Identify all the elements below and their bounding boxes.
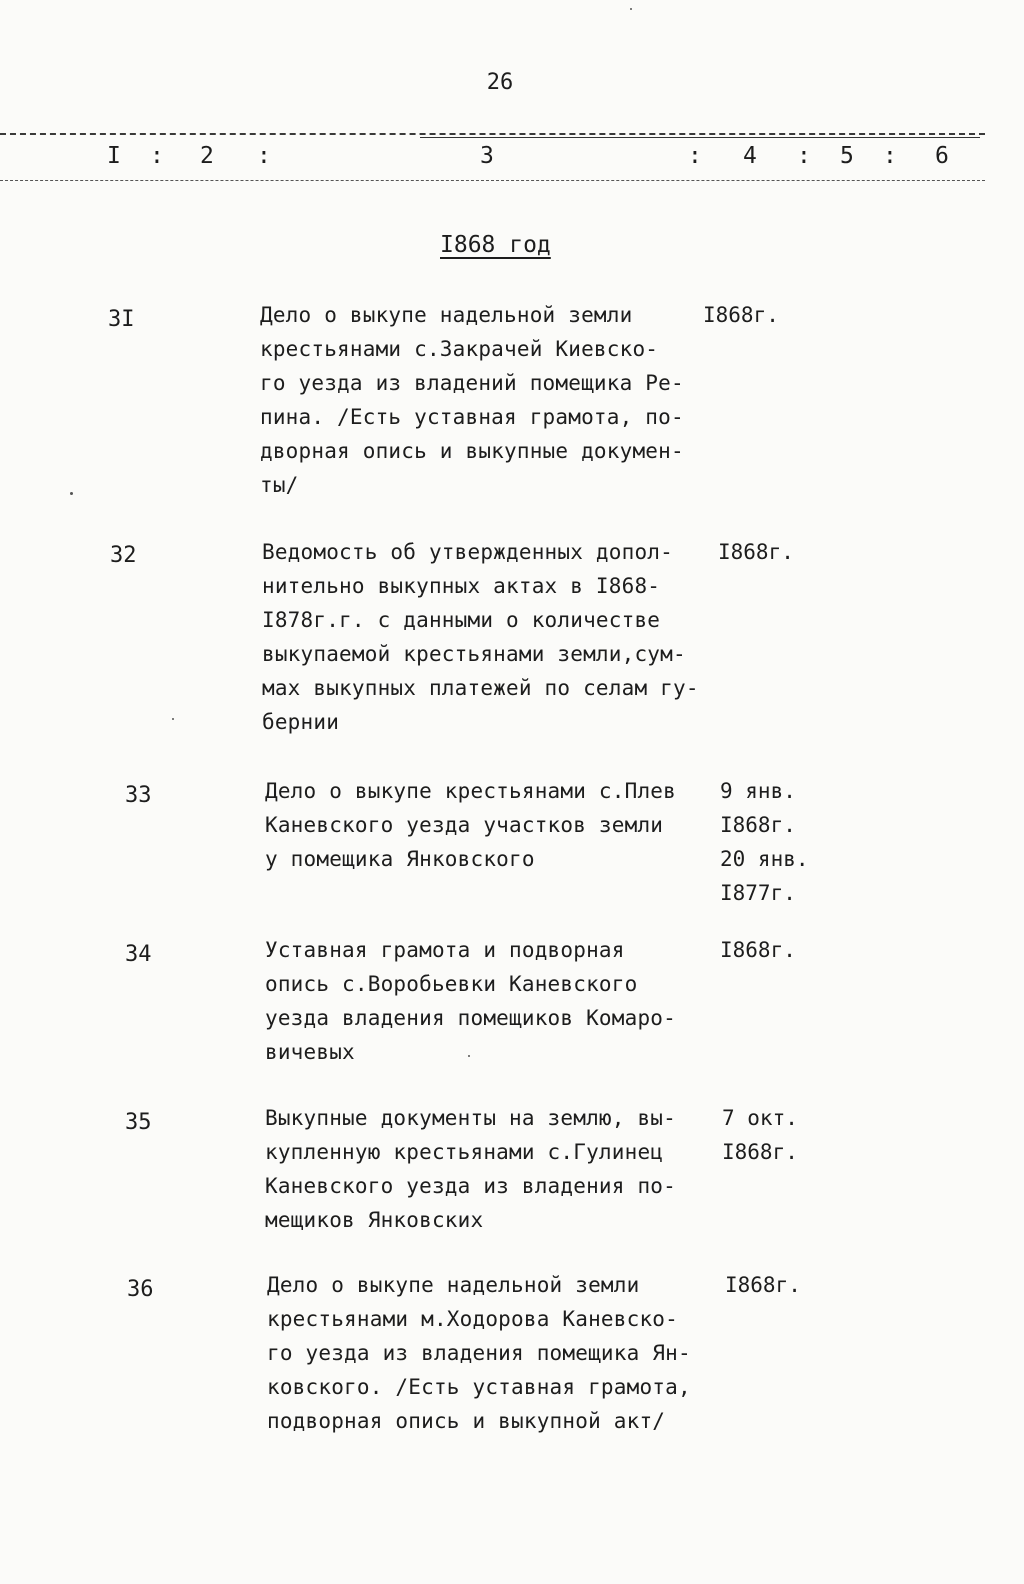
entry-date: I868г. — [720, 938, 796, 962]
column-separator-1: : — [150, 143, 164, 169]
entry-description: Дело о выкупе надельной земли крестьянами с.Закрачей Киевско- го уезда из владений помещика Ре- пина. /Есть уставная грамота, по- дворная опись и выкупные докумен- ты/ — [260, 303, 684, 497]
entry-date: 7 окт. I868г. — [722, 1106, 798, 1164]
entry-description: Дело о выкупе крестьянами с.Плев Каневского уезда участков земли у помещика Янковского — [265, 779, 676, 871]
header-rule-top — [0, 133, 985, 135]
entry-description: Уставная грамота и подворная опись с.Воробьевки Каневского уезда владения помещиков Комаро- вичевых — [265, 938, 676, 1064]
header-rule-bottom — [0, 180, 985, 181]
column-separator-2: : — [257, 143, 271, 169]
entry-date: I868г. — [718, 540, 794, 564]
column-header-3: 3 — [480, 143, 494, 169]
column-header-5: 5 — [840, 143, 854, 169]
entry-description: Дело о выкупе надельной земли крестьянами м.Ходорова Каневско- го уезда из владения помещика Ян- ковского. /Есть уставная грамота, подворная опись и выкупной акт/ — [267, 1273, 691, 1433]
entry-number: 33 — [125, 783, 152, 808]
scan-speck — [630, 8, 632, 10]
entry-number: 35 — [125, 1110, 152, 1135]
entry-number: 36 — [127, 1277, 154, 1302]
column-header-1: I — [107, 143, 121, 169]
column-header-4: 4 — [743, 143, 757, 169]
entry-number: 32 — [110, 543, 137, 568]
column-header-2: 2 — [200, 143, 214, 169]
entry-number: 3I — [108, 307, 135, 332]
entry-description: Ведомость об утвержденных допол- нительно выкупных актах в I868- I878г.г. с данными о количестве выкупаемой крестьянами земли,сум- мах выкупных платежей по селам гу- бернии — [262, 540, 699, 734]
entry-date: I868г. — [703, 303, 779, 327]
entry-description: Выкупные документы на землю, вы- купленную крестьянами с.Гулинец Каневского уезда из владения по- мещиков Янковских — [265, 1106, 676, 1232]
page-number: 26 — [486, 70, 514, 95]
column-separator-3: : — [688, 143, 702, 169]
header-rule-top-solid — [420, 137, 980, 138]
entry-number: 34 — [125, 942, 152, 967]
column-separator-4: : — [797, 143, 811, 169]
column-header-6: 6 — [935, 143, 949, 169]
entry-date: I868г. — [725, 1273, 801, 1297]
year-heading: I868 год — [440, 232, 551, 258]
scan-speck — [468, 1055, 470, 1057]
entry-date: 9 янв. I868г. 20 янв. I877г. — [720, 779, 809, 905]
column-separator-5: : — [883, 143, 897, 169]
scan-speck — [172, 718, 174, 720]
scan-speck — [70, 492, 73, 495]
